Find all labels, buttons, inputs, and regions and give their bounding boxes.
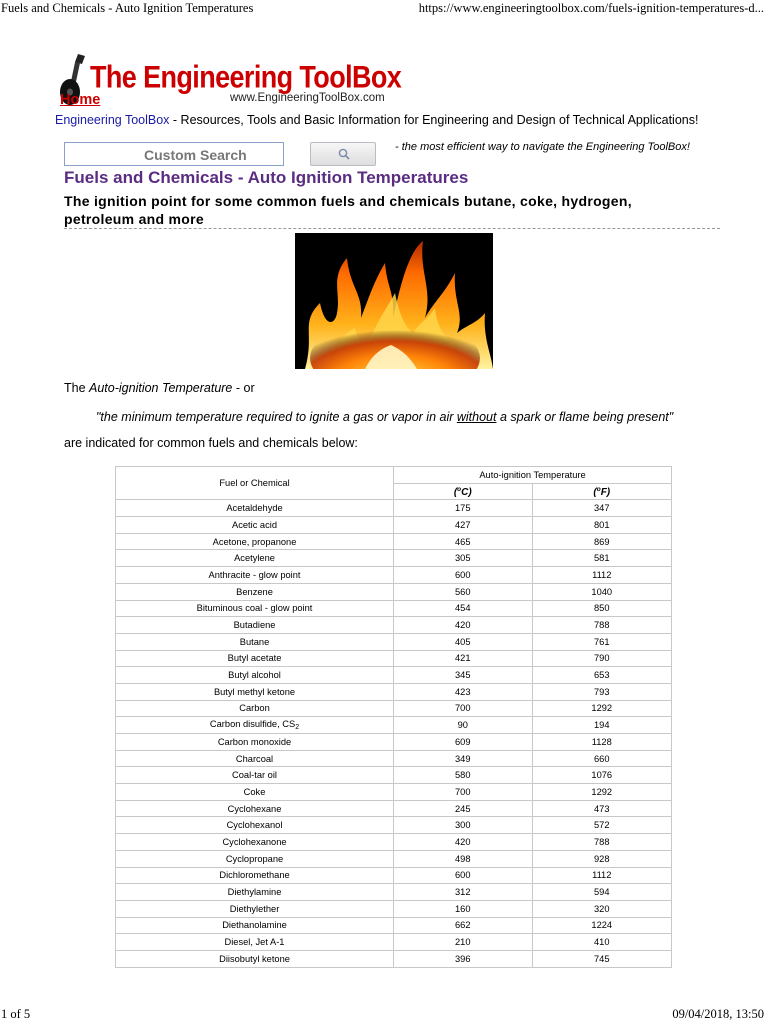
celsius-cell: 405: [394, 633, 532, 650]
fuel-name-cell: [116, 850, 394, 867]
fuel-name-cell: [116, 600, 394, 617]
intro-line: [64, 381, 255, 395]
fuel-name-cell: [116, 717, 394, 734]
celsius-cell: 345: [394, 667, 532, 684]
table-row: [116, 784, 672, 801]
intro-suffix: - or: [232, 381, 255, 395]
fuel-name: Diesel, Jet A-1: [224, 937, 285, 948]
fuel-name: Cyclopropane: [225, 853, 284, 864]
fahrenheit-cell: 1112: [532, 567, 672, 584]
site-tagline: [55, 113, 698, 127]
celsius-cell: 600: [394, 567, 532, 584]
fahrenheit-cell: 788: [532, 834, 672, 851]
fuel-name: Carbon monoxide: [217, 736, 292, 747]
fuel-name-cell: [116, 750, 394, 767]
fahrenheit-cell: 347: [532, 500, 672, 517]
fuel-name-cell: [116, 784, 394, 801]
celsius-cell: 454: [394, 600, 532, 617]
fuel-name-cell: [116, 734, 394, 751]
logo-url: www.EngineeringToolBox.com: [230, 92, 385, 104]
fuel-name-cell: [116, 650, 394, 667]
fahrenheit-cell: 1076: [532, 767, 672, 784]
fuel-name: Carbon disulfide, CS: [209, 719, 296, 730]
table-row: [116, 500, 672, 517]
fahrenheit-cell: 1292: [532, 700, 672, 717]
fuel-name: Butyl acetate: [227, 653, 282, 664]
celsius-cell: 90: [394, 717, 532, 734]
fahrenheit-cell: 410: [532, 934, 672, 951]
celsius-cell: 600: [394, 867, 532, 884]
fahrenheit-cell: 801: [532, 517, 672, 534]
celsius-cell: 160: [394, 900, 532, 917]
celsius-cell: 700: [394, 784, 532, 801]
table-row: [116, 600, 672, 617]
table-row: [116, 667, 672, 684]
table-row: [116, 800, 672, 817]
table-row: [116, 550, 672, 567]
fahrenheit-cell: 745: [532, 950, 672, 967]
table-row: [116, 817, 672, 834]
fuel-name-cell: [116, 500, 394, 517]
celsius-cell: 300: [394, 817, 532, 834]
table-row: [116, 683, 672, 700]
fahrenheit-cell: 761: [532, 633, 672, 650]
print-timestamp: 09/04/2018, 13:50: [672, 1007, 764, 1021]
celsius-cell: 305: [394, 550, 532, 567]
table-row: [116, 717, 672, 734]
table-row: [116, 950, 672, 967]
unit-c-suffix: C): [461, 486, 472, 498]
intro-prefix: The: [64, 381, 90, 395]
table-row: [116, 900, 672, 917]
search-note: - the most efficient way to navigate the Engineering ToolBox!: [395, 141, 690, 153]
fuel-name-cell: [116, 533, 394, 550]
table-row: [116, 834, 672, 851]
intro-line-2: are indicated for common fuels and chemicals below:: [64, 436, 358, 450]
search-icon: [338, 148, 350, 160]
divider: [64, 228, 720, 229]
quote-part-2: a spark or flame being present": [496, 410, 674, 424]
table-row: [116, 934, 672, 951]
fuel-name-cell: [116, 867, 394, 884]
fuel-name: Dichloromethane: [219, 870, 290, 881]
celsius-cell: 700: [394, 700, 532, 717]
fuel-name: Cyclohexane: [227, 803, 282, 814]
ignition-table: [115, 466, 672, 968]
fuel-name-cell: [116, 617, 394, 634]
fahrenheit-cell: 850: [532, 600, 672, 617]
fahrenheit-cell: 1040: [532, 583, 672, 600]
celsius-cell: 662: [394, 917, 532, 934]
fuel-name-cell: [116, 917, 394, 934]
fuel-name-cell: [116, 934, 394, 951]
fuel-name-subscript: 2: [295, 724, 300, 732]
table-row: [116, 767, 672, 784]
fahrenheit-cell: 788: [532, 617, 672, 634]
tagline-text: - Resources, Tools and Basic Information for Engineering and Design of Technical Applications!: [169, 113, 699, 127]
table-row: [116, 884, 672, 901]
fuel-name: Cyclohexanol: [226, 820, 283, 831]
fahrenheit-cell: 1112: [532, 867, 672, 884]
fahrenheit-cell: 581: [532, 550, 672, 567]
fahrenheit-cell: 793: [532, 683, 672, 700]
intro-term: Auto-ignition Temperature: [89, 381, 233, 395]
celsius-cell: 421: [394, 650, 532, 667]
fuel-name: Diisobutyl ketone: [219, 953, 290, 964]
print-footer: [0, 1006, 768, 1024]
search-button[interactable]: [310, 142, 376, 166]
fahrenheit-cell: 320: [532, 900, 672, 917]
fahrenheit-cell: 594: [532, 884, 672, 901]
tagline-link[interactable]: Engineering ToolBox: [55, 113, 170, 127]
fuel-name: Charcoal: [235, 753, 274, 764]
celsius-cell: 210: [394, 934, 532, 951]
fuel-name-cell: [116, 550, 394, 567]
fahrenheit-cell: 1224: [532, 917, 672, 934]
fahrenheit-cell: 194: [532, 717, 672, 734]
fahrenheit-cell: 869: [532, 533, 672, 550]
celsius-cell: 427: [394, 517, 532, 534]
fuel-name: Butyl alcohol: [228, 670, 281, 681]
page-subtitle: The ignition point for some common fuels and chemicals butane, coke, hydrogen, petroleum and more: [64, 193, 632, 227]
fuel-name: Anthracite - glow point: [208, 569, 301, 580]
fuel-name-cell: [116, 884, 394, 901]
fuel-name: Acetaldehyde: [226, 503, 283, 514]
fahrenheit-cell: 928: [532, 850, 672, 867]
fuel-name: Diethylether: [229, 903, 280, 914]
fuel-name-cell: [116, 683, 394, 700]
table-row: [116, 867, 672, 884]
table-row: [116, 650, 672, 667]
home-link[interactable]: Home: [60, 92, 101, 108]
print-header: [0, 0, 768, 16]
fuel-name: Carbon: [239, 703, 270, 714]
fuel-name-cell: [116, 834, 394, 851]
celsius-cell: 349: [394, 750, 532, 767]
unit-c-degree: o: [457, 485, 462, 493]
fahrenheit-cell: 653: [532, 667, 672, 684]
fuel-name-cell: [116, 800, 394, 817]
fahrenheit-cell: 572: [532, 817, 672, 834]
celsius-cell: 420: [394, 617, 532, 634]
fuel-name: Coal-tar oil: [232, 770, 277, 781]
celsius-cell: 609: [394, 734, 532, 751]
fahrenheit-cell: 1128: [532, 734, 672, 751]
table-row: [116, 917, 672, 934]
unit-f-suffix: F): [600, 486, 611, 498]
fahrenheit-cell: 660: [532, 750, 672, 767]
celsius-cell: 175: [394, 500, 532, 517]
fire-image: [295, 233, 493, 369]
fuel-name-cell: [116, 900, 394, 917]
header-fahrenheit: [532, 483, 672, 500]
celsius-cell: 560: [394, 583, 532, 600]
definition-quote: [96, 410, 673, 424]
celsius-cell: 423: [394, 683, 532, 700]
fahrenheit-cell: 1292: [532, 784, 672, 801]
table-row: [116, 517, 672, 534]
header-temperature: Auto-ignition Temperature: [394, 467, 672, 484]
unit-f-degree: o: [596, 485, 601, 493]
fuel-name-cell: [116, 767, 394, 784]
fuel-name: Butane: [239, 636, 270, 647]
fuel-name-cell: [116, 583, 394, 600]
search-input[interactable]: [64, 142, 284, 166]
quote-emphasis: without: [456, 410, 497, 424]
fahrenheit-cell: 473: [532, 800, 672, 817]
fuel-name: Cyclohexanone: [222, 836, 287, 847]
fuel-name-cell: [116, 517, 394, 534]
celsius-cell: 245: [394, 800, 532, 817]
print-header-title: Fuels and Chemicals - Auto Ignition Temperatures: [1, 1, 254, 15]
fuel-name: Benzene: [236, 586, 273, 597]
table-row: [116, 633, 672, 650]
fuel-name-cell: [116, 667, 394, 684]
table-row: [116, 567, 672, 584]
fuel-name-cell: [116, 633, 394, 650]
celsius-cell: 498: [394, 850, 532, 867]
celsius-cell: 580: [394, 767, 532, 784]
table-row: [116, 617, 672, 634]
fuel-name-cell: [116, 950, 394, 967]
fuel-name: Butadiene: [233, 620, 276, 631]
fuel-name: Butyl methyl ketone: [213, 686, 296, 697]
fuel-name: Acetone, propanone: [212, 536, 297, 547]
fuel-name: Acetylene: [234, 553, 275, 564]
celsius-cell: 465: [394, 533, 532, 550]
header-celsius: [394, 483, 532, 500]
search-placeholder: Custom Search: [144, 147, 247, 163]
quote-part-1: "the minimum temperature required to ignite a gas or vapor in air: [96, 410, 457, 424]
table-row: [116, 734, 672, 751]
header-fuel: Fuel or Chemical: [116, 467, 394, 500]
table-row: [116, 533, 672, 550]
unit-c-prefix: (: [453, 486, 458, 498]
fuel-name: Diethylamine: [227, 887, 282, 898]
fuel-name: Diethanolamine: [222, 920, 287, 931]
fahrenheit-cell: 790: [532, 650, 672, 667]
fuel-name: Acetic acid: [232, 519, 277, 530]
page-count: 1 of 5: [1, 1007, 31, 1021]
table-row: [116, 850, 672, 867]
fuel-name-cell: [116, 817, 394, 834]
table-row: [116, 583, 672, 600]
page-title: Fuels and Chemicals - Auto Ignition Temperatures: [64, 168, 469, 187]
celsius-cell: 396: [394, 950, 532, 967]
celsius-cell: 312: [394, 884, 532, 901]
celsius-cell: 420: [394, 834, 532, 851]
table-body: [116, 500, 672, 967]
fuel-name: Bituminous coal - glow point: [196, 603, 313, 614]
table-row: [116, 700, 672, 717]
print-header-url: https://www.engineeringtoolbox.com/fuels-ignition-temperatures-d...: [418, 1, 764, 15]
site-logo[interactable]: [58, 52, 408, 110]
unit-f-prefix: (: [593, 486, 597, 498]
fuel-name-cell: [116, 700, 394, 717]
logo-brand-text: The Engineering ToolBox: [90, 60, 402, 95]
table-row: [116, 750, 672, 767]
fuel-name: Coke: [243, 786, 266, 797]
fuel-name-cell: [116, 567, 394, 584]
